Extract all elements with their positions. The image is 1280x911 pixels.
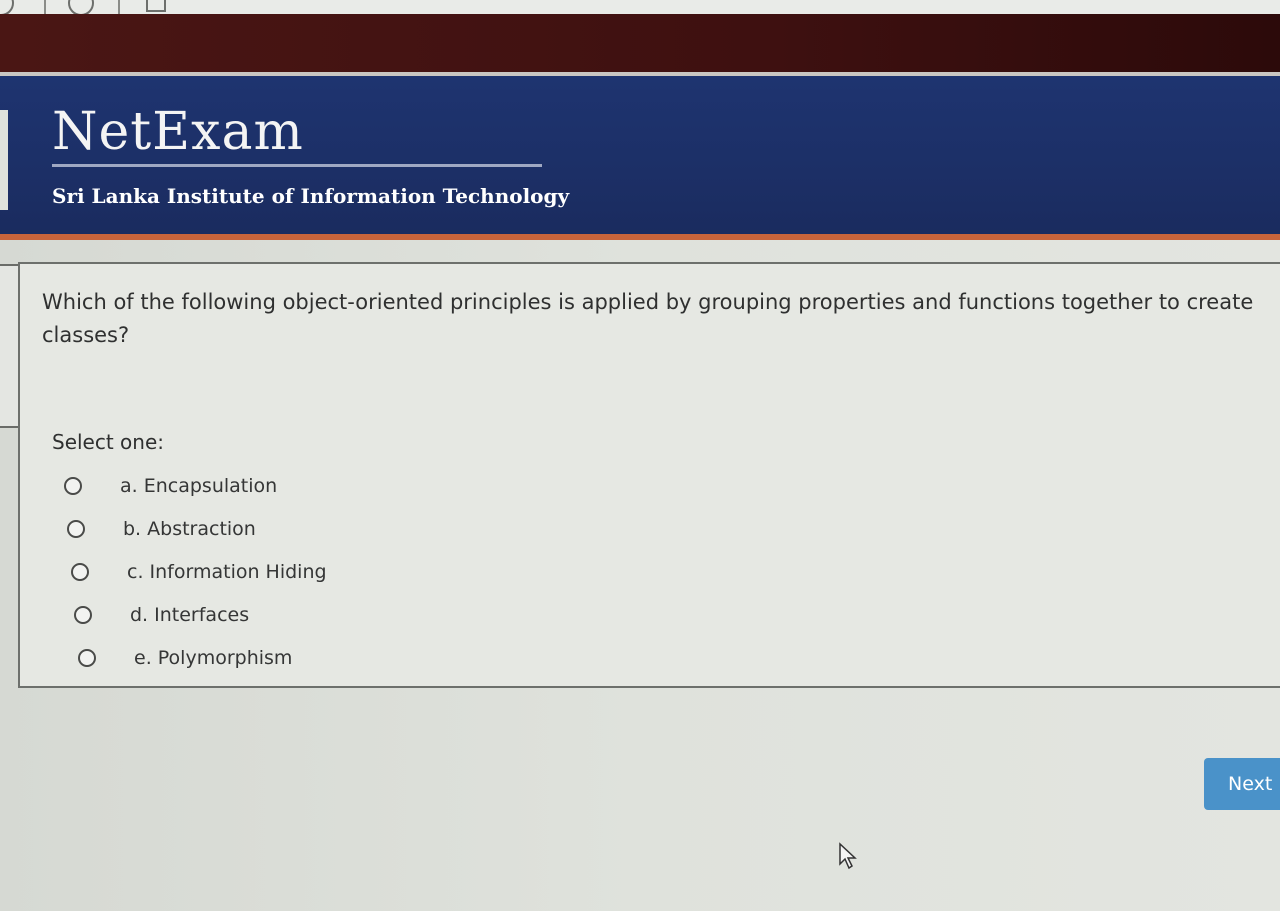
header-left-edge — [0, 110, 8, 210]
option-a[interactable] — [64, 464, 327, 507]
option-label: a. Encapsulation — [120, 474, 278, 497]
header-accent-stripe — [0, 234, 1280, 240]
new-tab-icon[interactable] — [146, 0, 166, 12]
question-info-panel — [0, 264, 20, 428]
app-logo-title: NetExam — [52, 102, 304, 162]
answer-options — [64, 464, 327, 679]
option-label: c. Information Hiding — [127, 560, 327, 583]
radio-option-a[interactable] — [64, 477, 82, 495]
option-label: d. Interfaces — [130, 603, 250, 626]
top-dark-bar — [0, 14, 1280, 74]
option-d[interactable] — [74, 593, 327, 636]
next-button[interactable]: Next — [1204, 758, 1280, 810]
site-header — [0, 76, 1280, 240]
option-c[interactable] — [71, 550, 327, 593]
option-label: e. Polymorphism — [134, 646, 293, 669]
option-b[interactable] — [67, 507, 327, 550]
radio-option-d[interactable] — [74, 606, 92, 624]
radio-option-c[interactable] — [71, 563, 89, 581]
logo-underline — [52, 164, 542, 167]
select-one-prompt: Select one: — [52, 430, 165, 454]
radio-option-b[interactable] — [67, 520, 85, 538]
question-text: Which of the following object-oriented principles is applied by grouping properties and functions together to create classes? — [42, 290, 1254, 347]
radio-option-e[interactable] — [78, 649, 96, 667]
option-label: b. Abstraction — [123, 517, 256, 540]
mouse-pointer-icon — [838, 842, 858, 870]
institution-name: Sri Lanka Institute of Information Technology — [52, 184, 570, 208]
option-e[interactable] — [78, 636, 327, 679]
question-card — [18, 262, 1280, 688]
